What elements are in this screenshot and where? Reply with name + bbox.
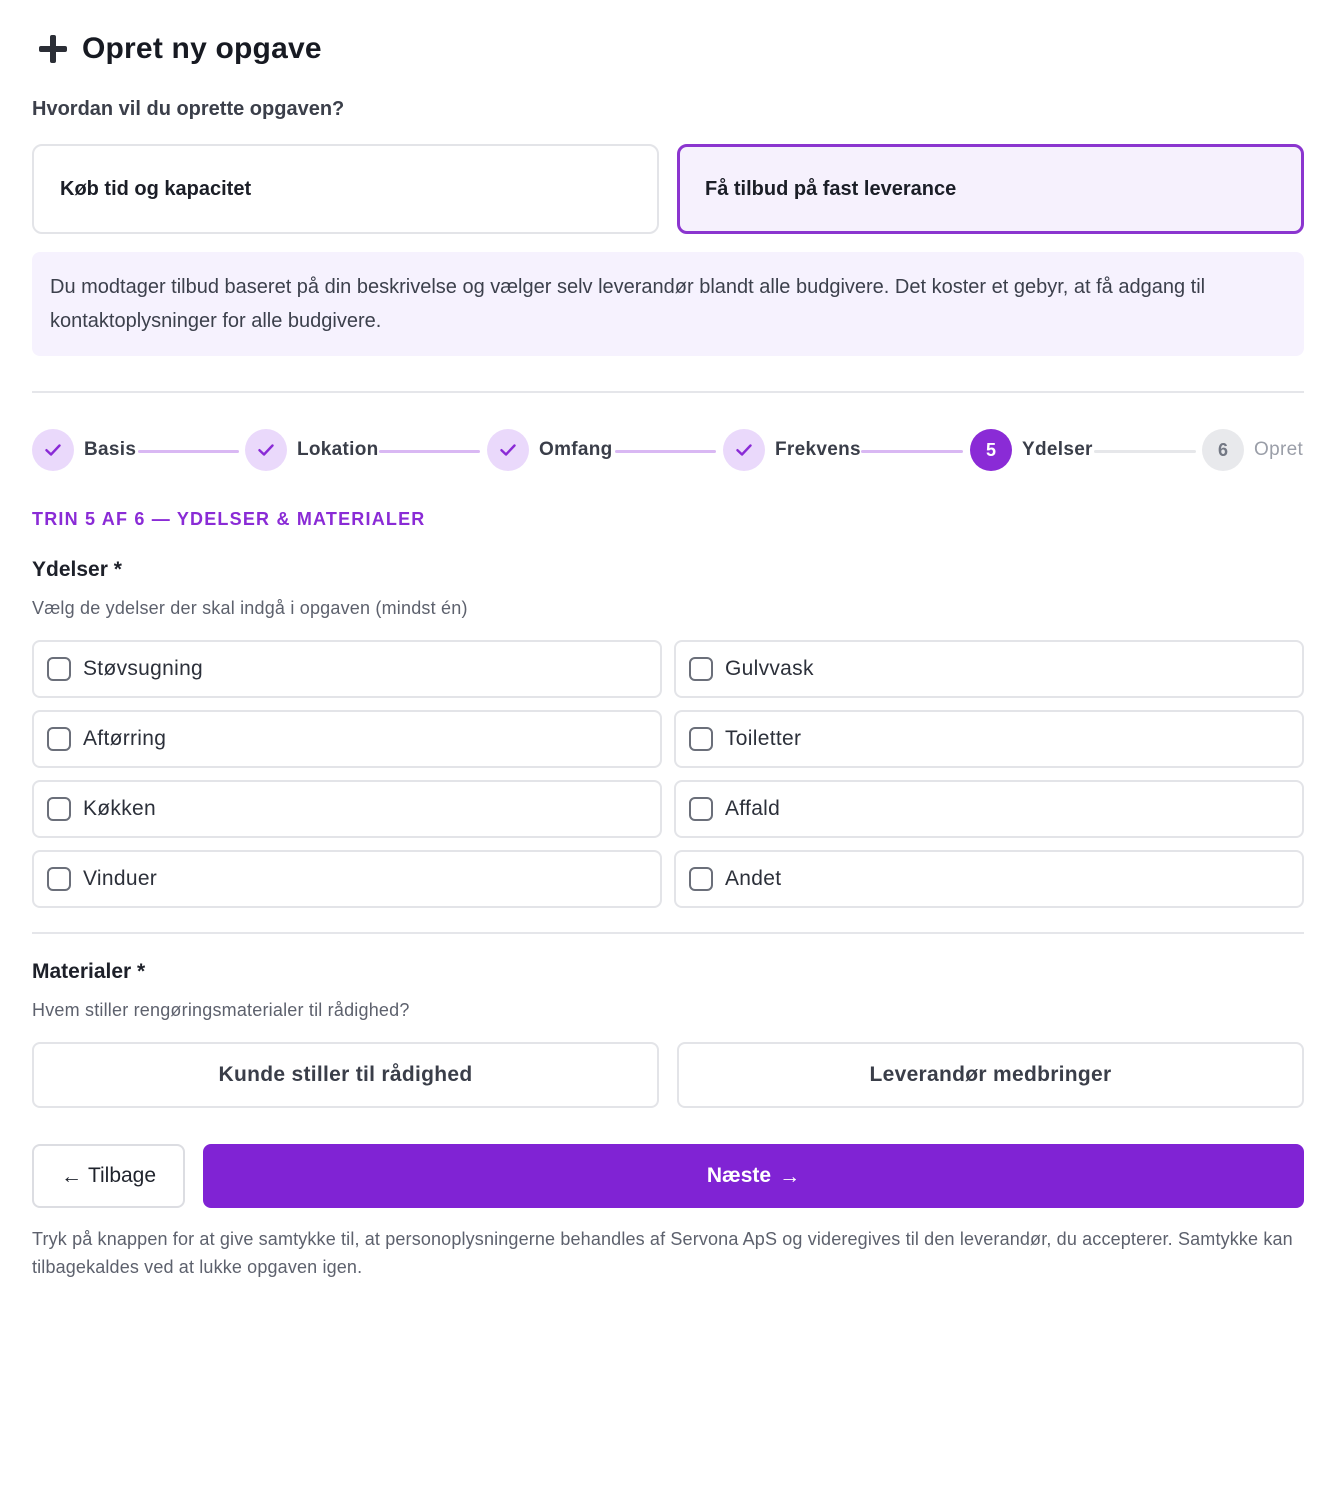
checkbox[interactable]: [47, 727, 71, 751]
divider: [32, 391, 1304, 393]
checkbox[interactable]: [47, 657, 71, 681]
check-icon: [258, 444, 274, 456]
check-icon: [500, 444, 516, 456]
mode-option-label: Få tilbud på fast leverance: [705, 177, 957, 200]
check-icon: [45, 444, 61, 456]
checkbox[interactable]: [47, 797, 71, 821]
service-option[interactable]: [674, 780, 1304, 838]
service-option-label: Gulvvask: [725, 657, 814, 680]
materials-subtitle: Hvem stiller rengøringsmaterialer til rådighed?: [32, 1000, 410, 1020]
services-subtitle: Vælg de ydelser der skal indgå i opgaven (mindst én): [32, 598, 468, 618]
step-label: Lokation: [297, 439, 379, 460]
checkbox[interactable]: [47, 867, 71, 891]
back-button[interactable]: [32, 1144, 185, 1208]
checkbox[interactable]: [689, 867, 713, 891]
service-option[interactable]: [32, 850, 662, 908]
mode-question: Hvordan vil du oprette opgaven?: [32, 98, 345, 120]
service-option[interactable]: [32, 780, 662, 838]
divider: [32, 932, 1304, 934]
mode-option-buy-time[interactable]: [32, 144, 659, 234]
next-button[interactable]: [203, 1144, 1304, 1208]
materials-supplier-button[interactable]: Leverandør medbringer: [677, 1042, 1304, 1108]
step-circle: [723, 429, 765, 471]
service-option-label: Køkken: [83, 797, 156, 820]
service-option[interactable]: [32, 710, 662, 768]
checkbox[interactable]: [689, 727, 713, 751]
step-number: 5: [970, 429, 1012, 471]
arrow-left-icon: ←: [60, 1164, 82, 1188]
step-circle: [245, 429, 287, 471]
step-circle: [487, 429, 529, 471]
progress-stepper: [32, 429, 1304, 473]
service-option-label: Aftørring: [83, 727, 167, 750]
service-option-label: Affald: [725, 797, 781, 820]
service-option[interactable]: [32, 640, 662, 698]
back-button-label: Tilbage: [87, 1164, 157, 1187]
mode-option-fixed-delivery[interactable]: [677, 144, 1304, 234]
step-frekvens: [723, 429, 861, 471]
check-icon: [736, 444, 752, 456]
step-lokation: [245, 429, 379, 471]
step-label: Ydelser: [1022, 439, 1093, 460]
checkbox[interactable]: [689, 657, 713, 681]
step-ydelser: [970, 429, 1093, 471]
mode-info-box: Du modtager tilbud baseret på din beskrivelse og vælger selv leverandør blandt alle budgivere. Det koster et gebyr, at få adgang til kontaktoplysninger for alle budgivere.: [32, 252, 1304, 356]
page-title: Opret ny opgave: [82, 32, 322, 65]
step-opret: [1202, 429, 1303, 471]
materials-title: Materialer *: [32, 960, 146, 983]
consent-text: Tryk på knappen for at give samtykke til, at personoplysningerne behandles af Servona ApS og videregives til den leverandør, du accepterer. Samtykke kan tilbagekaldes ved at lukke opgaven igen.: [32, 1229, 1293, 1277]
step-omfang: [487, 429, 613, 471]
step-connector: [615, 450, 716, 453]
step-label: Omfang: [539, 439, 613, 460]
step-basis: [32, 429, 136, 471]
service-option-label: Støvsugning: [83, 657, 204, 680]
page-header: [38, 32, 322, 66]
materials-customer-button[interactable]: Kunde stiller til rådighed: [32, 1042, 659, 1108]
step-connector: [138, 450, 239, 453]
step-number: 6: [1202, 429, 1244, 471]
service-option-label: Andet: [725, 867, 782, 890]
step-label: Basis: [84, 439, 137, 460]
step-connector: [861, 450, 963, 453]
mode-option-label: Køb tid og kapacitet: [60, 177, 252, 200]
next-button-label: Næste: [706, 1164, 772, 1187]
service-option[interactable]: [674, 640, 1304, 698]
checkbox[interactable]: [689, 797, 713, 821]
step-label: Opret: [1254, 439, 1304, 460]
service-option[interactable]: [674, 710, 1304, 768]
step-connector: [379, 450, 480, 453]
step-label: Frekvens: [775, 439, 861, 460]
service-option[interactable]: [674, 850, 1304, 908]
services-title: Ydelser *: [32, 558, 122, 581]
step-circle: [32, 429, 74, 471]
service-option-label: Vinduer: [83, 867, 158, 890]
step-heading: TRIN 5 AF 6 — YDELSER & MATERIALER: [32, 509, 426, 529]
service-option-label: Toiletter: [725, 727, 802, 750]
arrow-right-icon: →: [779, 1164, 801, 1188]
plus-icon: [38, 34, 68, 64]
step-connector: [1094, 450, 1196, 453]
